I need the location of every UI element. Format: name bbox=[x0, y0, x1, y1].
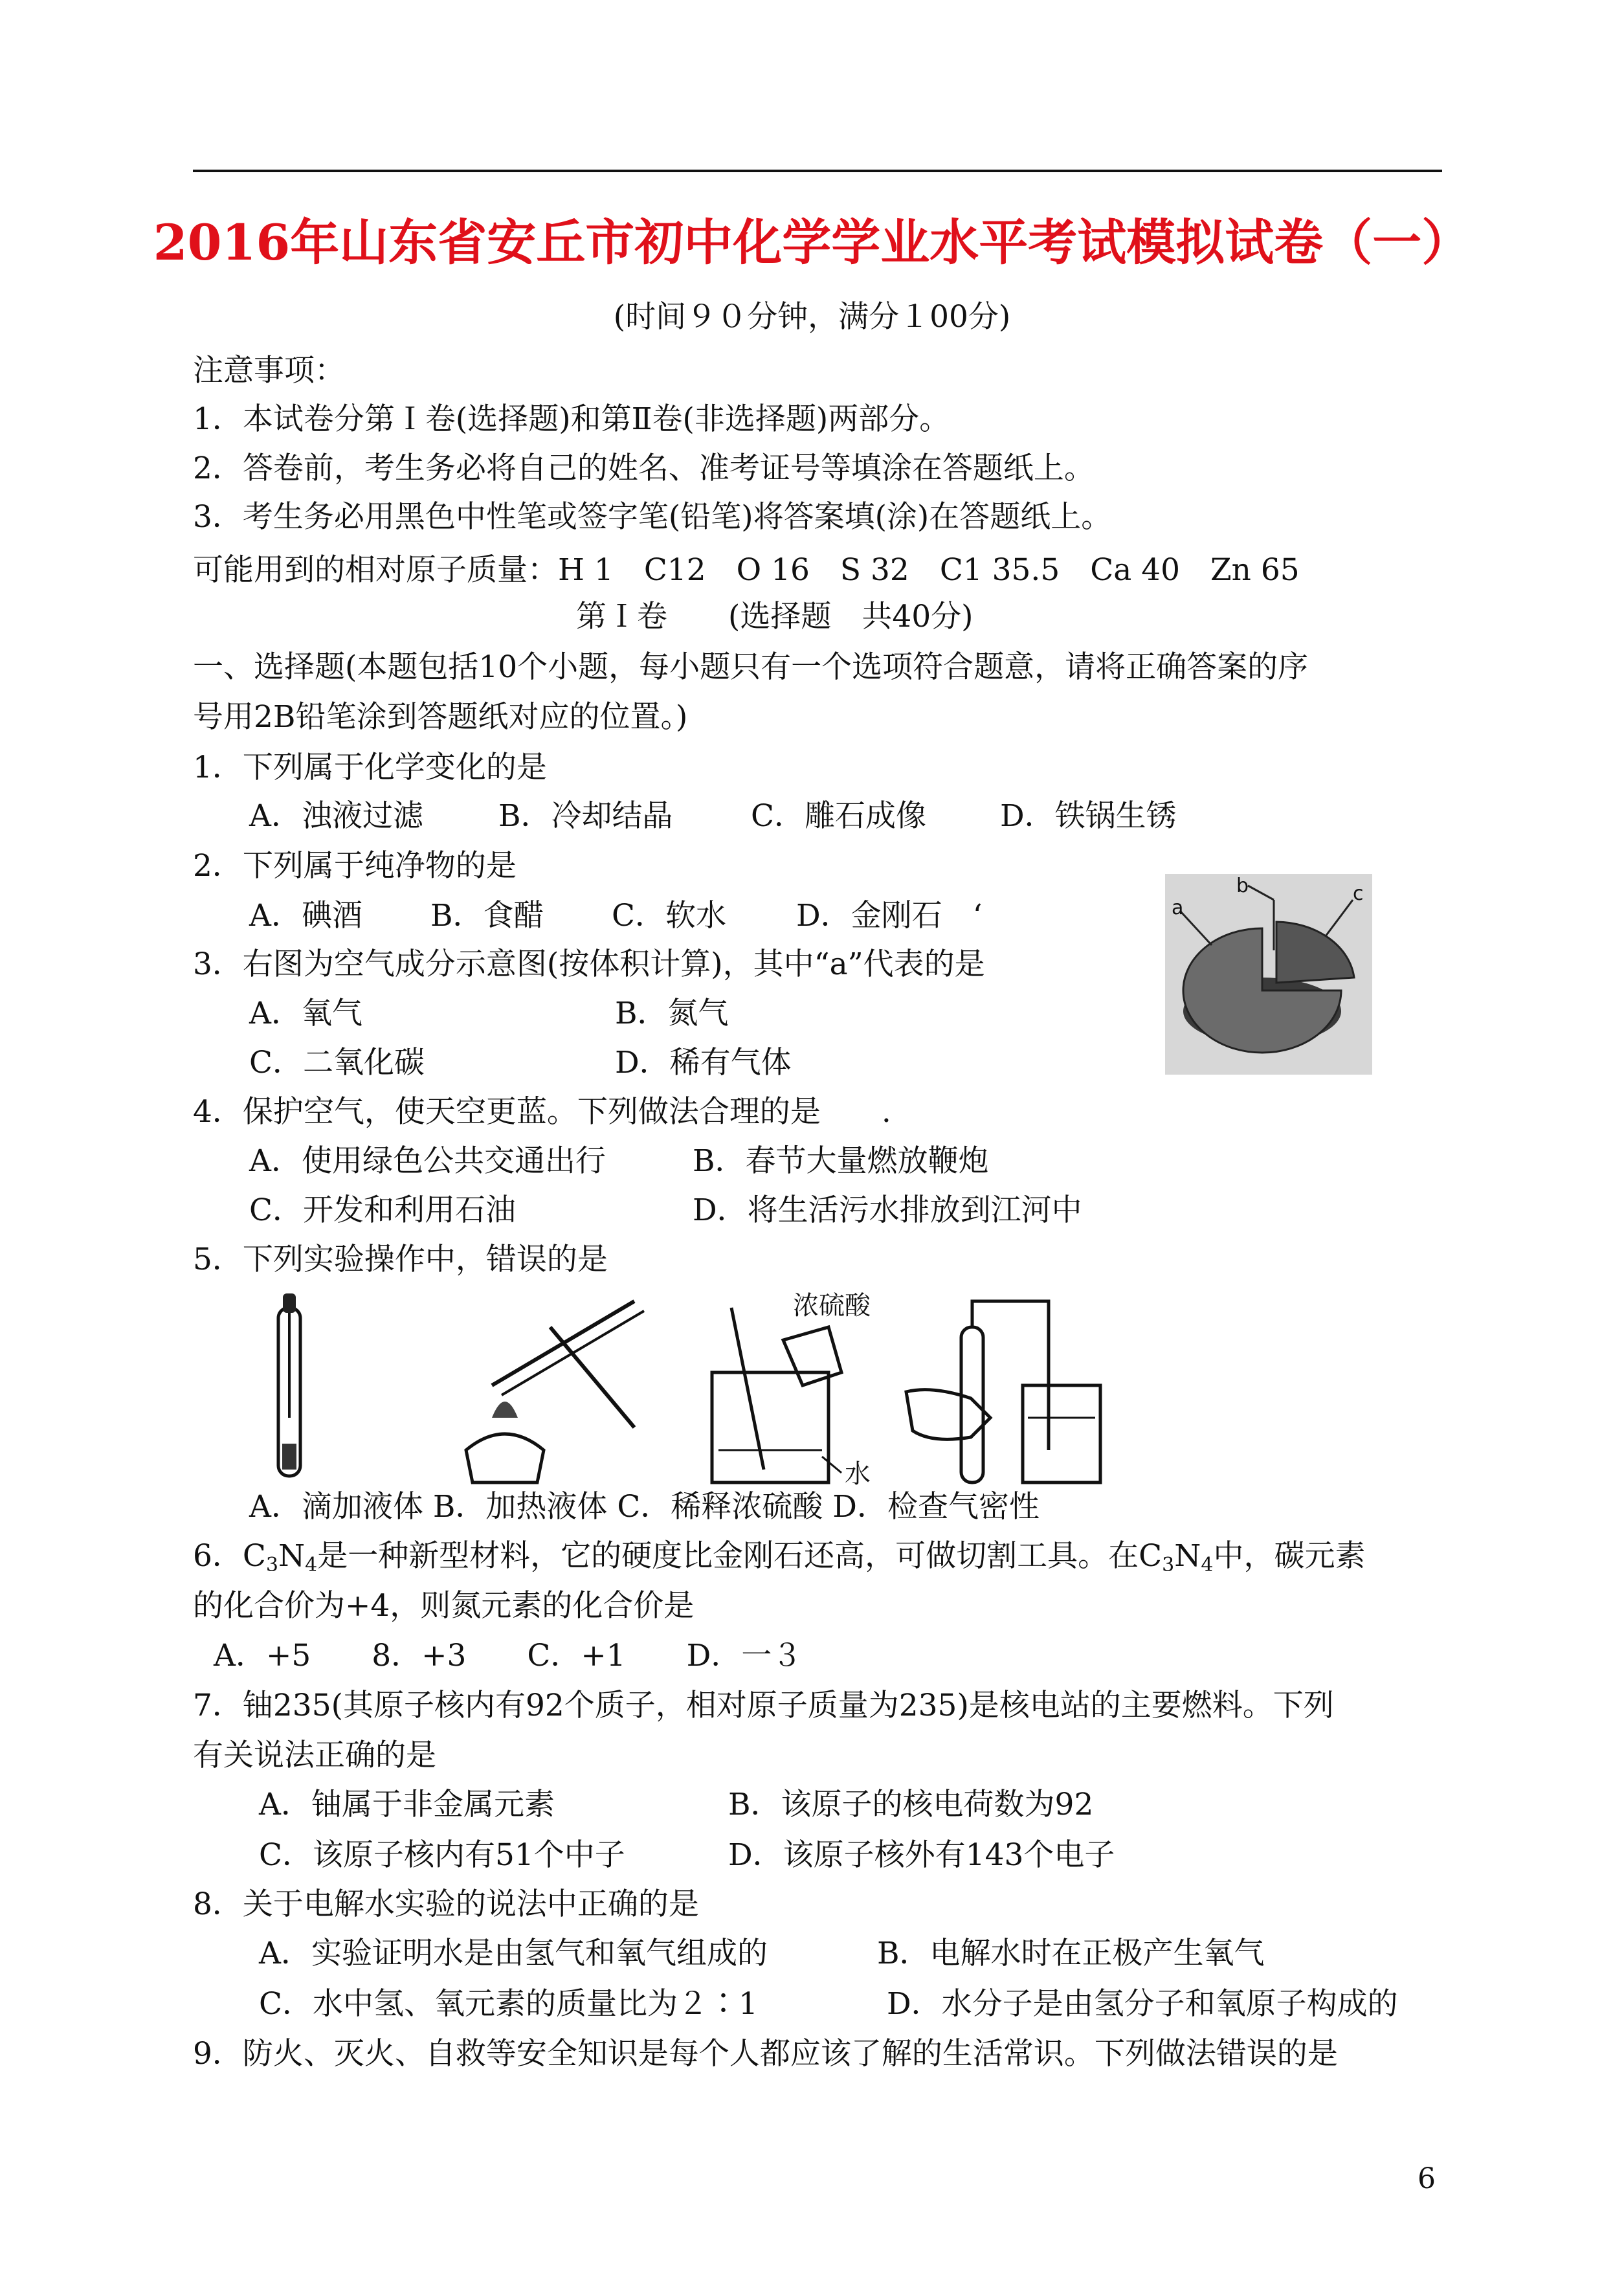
figure-c-diluting-acid bbox=[712, 1291, 871, 1489]
question-8-option-c: C．水中氢、氧元素的质量比为２∶1 bbox=[259, 1986, 758, 2022]
question-5-stem: 5．下列实验操作中，错误的是 bbox=[193, 1242, 608, 1277]
question-1-stem: 1．下列属于化学变化的是 bbox=[193, 750, 547, 785]
label-b: b bbox=[1236, 875, 1249, 897]
beaker bbox=[712, 1372, 829, 1482]
glass-rod bbox=[731, 1308, 764, 1470]
question-2-stem: 2．下列属于纯净物的是 bbox=[193, 848, 517, 884]
question-6-stem bbox=[193, 1538, 1365, 1574]
question-7-option-c: C．该原子核内有51个中子 bbox=[259, 1837, 625, 1873]
hand-icon bbox=[906, 1390, 990, 1440]
question-1-option-d: D．铁锅生锈 bbox=[1000, 798, 1177, 834]
question-4-option-c: C．开发和利用石油 bbox=[249, 1192, 516, 1228]
notes-heading: 注意事项： bbox=[193, 353, 345, 388]
note-item: 1．本试卷分第Ｉ卷(选择题)和第Ⅱ卷(非选择题)两部分。 bbox=[193, 401, 950, 437]
q6-text: 是一种新型材料，它的硬度比金刚石还高，可做切割工具。在C bbox=[317, 1538, 1162, 1574]
q6-text: 6．C bbox=[193, 1538, 266, 1574]
question-3-option-d: D．稀有气体 bbox=[615, 1045, 792, 1080]
question-2-option-a: A．碘酒 bbox=[249, 898, 362, 934]
exam-subtitle: (时间９０分钟，满分１00分) bbox=[613, 299, 1011, 335]
note-item: 3．考生务必用黑色中性笔或签字笔(铅笔)将答案填(涂)在答题纸上。 bbox=[193, 499, 1112, 535]
note-item: 2．答卷前，考生务必将自己的姓名、准考证号等填涂在答题纸上。 bbox=[193, 451, 1095, 486]
flame bbox=[492, 1402, 518, 1418]
question-3-option-c: C．二氧化碳 bbox=[249, 1045, 425, 1080]
question-7-stem: 7．铀235(其原子核内有92个质子，相对原子质量为235)是核电站的主要燃料。下列 bbox=[193, 1688, 1334, 1723]
q6-text: N bbox=[1174, 1538, 1201, 1574]
label-a: a bbox=[1172, 897, 1184, 919]
question-7-option-d: D．该原子核外有143个电子 bbox=[728, 1837, 1115, 1873]
question-9-stem: 9．防火、灭火、自救等安全知识是每个人都应该了解的生活常识。下列做法错误的是 bbox=[193, 2036, 1338, 2072]
question-7-option-a: A．铀属于非金属元素 bbox=[259, 1787, 555, 1822]
label-concentrated-sulfuric-acid: 浓硫酸 bbox=[793, 1291, 871, 1321]
question-3-option-b: B．氮气 bbox=[615, 996, 729, 1031]
section1-instructions: 一、选择题(本题包括10个小题，每小题只有一个选项符合题意，请将正确答案的序 bbox=[193, 649, 1309, 685]
question-8-option-b: B．电解水时在正极产生氧气 bbox=[877, 1936, 1265, 1971]
figure-d-air-tightness bbox=[906, 1301, 1100, 1482]
question-8-option-a: A．实验证明水是由氢气和氧气组成的 bbox=[259, 1936, 768, 1971]
question-2-option-b: B．食醋 bbox=[430, 898, 544, 934]
beaker bbox=[1023, 1385, 1100, 1482]
q6-text: 中，碳元素 bbox=[1213, 1538, 1366, 1574]
question-4-option-b: B．春节大量燃放鞭炮 bbox=[693, 1143, 989, 1179]
question-6-options: A．+5 8．+3 C．+1 D．一３ bbox=[214, 1638, 803, 1673]
alcohol-lamp bbox=[466, 1434, 544, 1482]
page-number: 6 bbox=[1418, 2162, 1436, 2195]
test-tube-liquid bbox=[282, 1444, 296, 1470]
water-leader bbox=[822, 1457, 841, 1473]
q6-subscript: 3 bbox=[265, 1554, 278, 1576]
question-7-stem-2: 有关说法正确的是 bbox=[193, 1738, 436, 1773]
section1-instructions: 号用2B铅笔涂到答题纸对应的位置。) bbox=[193, 699, 688, 735]
question-4-stem: 4．保护空气，使天空更蓝。下列做法合理的是 . bbox=[193, 1094, 891, 1130]
q6-subscript: 4 bbox=[305, 1554, 318, 1576]
question-4-option-d: D．将生活污水排放到江河中 bbox=[693, 1192, 1082, 1228]
lab-operations-figure bbox=[246, 1288, 1282, 1489]
question-6-stem-2: 的化合价为+4，则氮元素的化合价是 bbox=[193, 1588, 695, 1624]
q6-text: N bbox=[278, 1538, 306, 1574]
question-3-stem: 3．右图为空气成分示意图(按体积计算)，其中“a”代表的是 bbox=[193, 946, 985, 982]
question-1-option-a: A．浊液过滤 bbox=[249, 798, 423, 834]
figure-a-dropping-liquid bbox=[278, 1293, 300, 1476]
question-8-option-d: D．水分子是由氢分子和氧原子构成的 bbox=[887, 1986, 1398, 2022]
question-2-option-c: C．软水 bbox=[612, 898, 726, 934]
dropper-bulb bbox=[283, 1293, 296, 1313]
question-7-option-b: B．该原子的核电荷数为92 bbox=[728, 1787, 1094, 1822]
label-water: 水 bbox=[845, 1459, 871, 1489]
header-rule bbox=[193, 170, 1442, 172]
test-tube bbox=[961, 1327, 983, 1482]
question-3-option-a: A．氧气 bbox=[249, 996, 362, 1031]
q6-subscript: 3 bbox=[1162, 1554, 1175, 1576]
question-8-stem: 8．关于电解水实验的说法中正确的是 bbox=[193, 1886, 699, 1922]
question-5-options: A．滴加液体 B．加热液体 C．稀释浓硫酸 D．检查气密性 bbox=[249, 1489, 1040, 1525]
section1-title: 第Ｉ卷 (选择题 共40分) bbox=[576, 599, 973, 634]
question-1-option-b: B．冷却结晶 bbox=[498, 798, 673, 834]
question-4-option-a: A．使用绿色公共交通出行 bbox=[249, 1143, 606, 1179]
question-2-option-d: D．金刚石 ‘ bbox=[796, 898, 983, 934]
atomic-mass-line: 可能用到的相对原子质量：H 1 C12 O 16 S 32 C1 35.5 Ca 40 Zn 65 bbox=[193, 552, 1300, 588]
question-1-option-c: C．雕石成像 bbox=[751, 798, 926, 834]
label-c: c bbox=[1353, 882, 1364, 905]
air-composition-figure bbox=[1165, 874, 1372, 1075]
figure-b-heating-liquid bbox=[466, 1301, 644, 1482]
acid-beaker bbox=[783, 1327, 841, 1385]
exam-title: 2016年山东省安丘市初中化学学业水平考试模拟试卷（一） bbox=[153, 214, 1471, 271]
q6-subscript: 4 bbox=[1201, 1554, 1214, 1576]
